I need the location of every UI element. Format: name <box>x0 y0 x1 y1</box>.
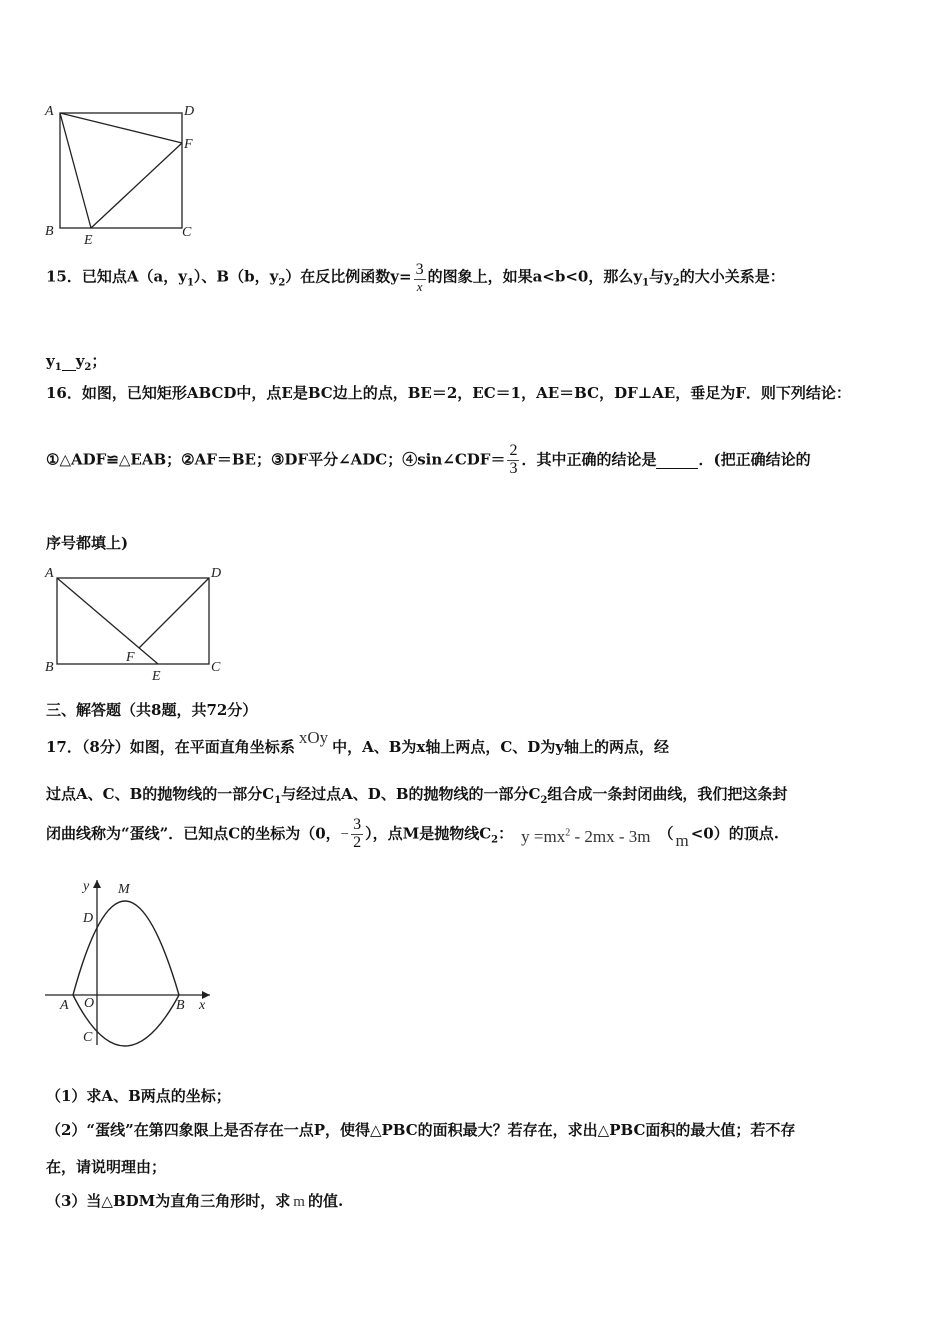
label-b: B <box>45 660 54 675</box>
label-y: y <box>83 879 90 894</box>
question-17-line-3: 闭曲线称为“蛋线”．已知点C的坐标为（0，− $\frac{3}{2}$ ），点M是抛物线$C_2$： $y =mx^2 - 2mx - 3m$ （ m <0）的顶点. <box>46 816 779 851</box>
label-d: D <box>184 104 195 119</box>
figure-square-svg <box>40 100 210 248</box>
parabola-formula: $y =mx^2 - 2mx - 3m$ <box>521 827 651 847</box>
label-a: A <box>45 566 54 581</box>
label-d: D <box>211 566 222 581</box>
part-2-line-2: 在，请说明理由； <box>46 1158 167 1176</box>
question-16-line-2: ①△ADF≌△EAB；②AF＝BE；③DF平分∠ADC；④sin∠CDF＝ $\frac{2}{3}$ ．其中正确的结论是 ．(把正确结论的 <box>46 442 811 477</box>
segment-df <box>139 578 209 648</box>
segment-ae <box>57 578 158 664</box>
xoy-symbol: xOy <box>298 728 329 747</box>
part-2-line-1: （2）“蛋线”在第四象限上是否存在一点P，使得△PBC的面积最大？若存在，求出△PBC面积的最大值；若不存 <box>46 1121 796 1139</box>
label-o: O <box>84 996 95 1011</box>
y-axis-arrow <box>93 880 101 888</box>
question-17-line-2: 过点A、C、B的抛物线的一部分$C_1$与经过点A、D、B的抛物线的一部分$C_2$组合成一条封闭曲线，我们把这条封 <box>46 785 788 806</box>
square-abcd <box>60 113 182 228</box>
fraction-3-over-2: $\frac{3}{2}$ <box>353 816 362 851</box>
label-m: M <box>118 882 130 897</box>
question-17-line-1: 17．（8分）如图，在平面直角坐标系 xOy 中，A、B为x轴上两点，C、D为y轴上的两点，经 <box>46 728 670 756</box>
label-b: B <box>45 224 54 239</box>
segment-ef <box>91 143 182 228</box>
label-e: E <box>152 669 161 684</box>
label-c: C <box>83 1030 93 1045</box>
figure-rectangle-svg <box>40 563 240 688</box>
figure-rectangle <box>40 563 240 688</box>
question-16-line-3: 序号都填上) <box>46 534 129 552</box>
part-1: （1）求A、B两点的坐标； <box>46 1087 231 1105</box>
segment-ae <box>60 113 91 228</box>
label-x: x <box>199 998 206 1013</box>
section-heading: 三、解答题（共8题，共72分） <box>46 701 258 719</box>
question-16-line-1: 16．如图，已知矩形ABCD中，点E是BC边上的点，BE＝2，EC＝1，AE＝BC，DF⊥AE，垂足为F．则下列结论： <box>46 384 851 402</box>
label-e: E <box>84 233 93 248</box>
label-a: A <box>60 998 69 1013</box>
fraction-3-over-x: $\frac{3}{x}$ <box>415 261 424 294</box>
label-c: C <box>211 660 221 675</box>
figure-egg-svg <box>40 875 230 1050</box>
label-f: F <box>184 137 193 152</box>
label-c: C <box>182 225 192 240</box>
answer-blank[interactable] <box>62 352 76 371</box>
question-15: 15．已知点A（a，$y_1$）、B（b，$y_2$）在反比例函数y= $\frac{3}{x}$ 的图象上，如果a<b<0，那么$y_1$与$y_2$的大小关系是： <box>46 261 785 294</box>
label-b: B <box>176 998 185 1013</box>
figure-square-triangle <box>40 100 210 248</box>
figure-egg-curve <box>40 875 230 1050</box>
part-3: （3）当△BDM为直角三角形时，求 m 的值. <box>46 1192 344 1210</box>
question-15-answer: $y_1$ $y_2$； <box>46 352 107 373</box>
label-f: F <box>126 650 135 665</box>
answer-blank[interactable] <box>656 450 698 469</box>
label-a: A <box>45 104 54 119</box>
fraction-2-over-3: $\frac{2}{3}$ <box>509 442 518 477</box>
label-d: D <box>83 911 94 926</box>
segment-af <box>60 113 182 143</box>
